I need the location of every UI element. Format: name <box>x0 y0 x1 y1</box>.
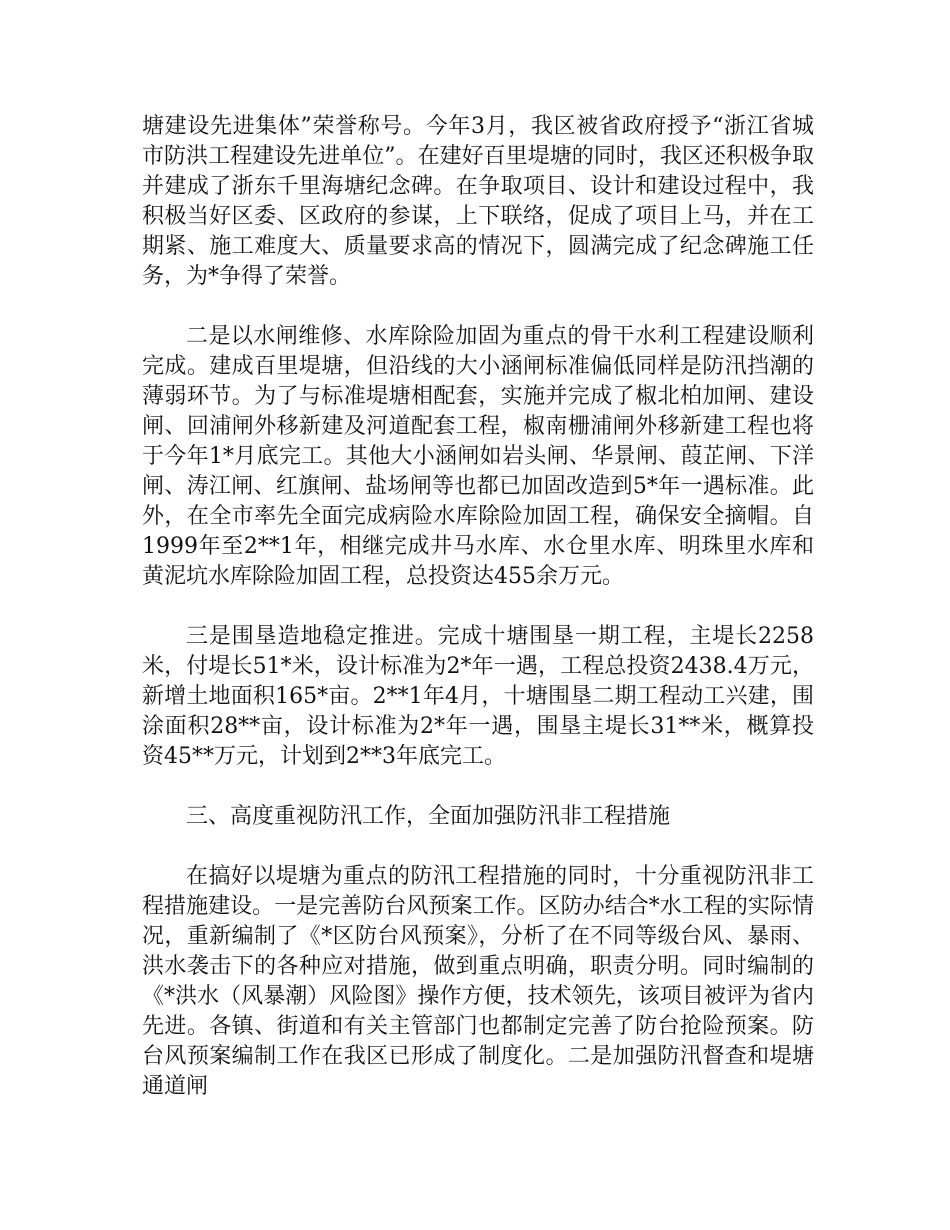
section-heading: 三、高度重视防汛工作，全面加强防汛非工程措施 <box>186 804 671 829</box>
document-page <box>142 112 814 1132</box>
paragraph-non-engineering-measures: 在搞好以堤塘为重点的防汛工程措施的同时，十分重视防汛非工程措施建设。一是完善防台风预案工作。区防办结合*水工程的实际情况，重新编制了《*区防台风预案》，分析了在不同等级台风、暴雨、洪水袭击下的各种应对措施，做到重点明确，职责分明。同时编制的《*洪水（风暴潮）风险图》操作方便，技术领先，该项目被评为省内先进。各镇、街道和有关主管部门也都制定完善了防台抢险预案。防台风预案编制工作在我区已形成了制度化。二是加强防汛督查和堤塘通道闸 <box>142 864 814 1099</box>
paragraph-reclamation: 三是围垦造地稳定推进。完成十塘围垦一期工程，主堤长2258米，付堤长51*米，设计标准为2*年一遇，工程总投资2438.4万元，新增土地面积165*亩。2**1年4月，十塘围垦二期工程动工兴建，围涂面积28**亩，设计标准为2*年一遇，围垦主堤长31**米，概算投资45**万元，计划到2**3年底完工。 <box>142 624 814 769</box>
paragraph-continuation: 塘建设先进集体”荣誉称号。今年3月，我区被省政府授予“浙江省城市防洪工程建设先进单位”。在建好百里堤塘的同时，我区还积极争取并建成了浙东千里海塘纪念碑。在争取项目、设计和建设过程中，我积极当好区委、区政府的参谋，上下联络，促成了项目上马，并在工期紧、施工难度大、质量要求高的情况下，圆满完成了纪念碑施工任务，为*争得了荣誉。 <box>142 114 814 289</box>
paragraph-sluice-reservoir: 二是以水闸维修、水库除险加固为重点的骨干水利工程建设顺利完成。建成百里堤塘，但沿线的大小涵闸标准偏低同样是防汛挡潮的薄弱环节。为了与标准堤塘相配套，实施并完成了椒北柏加闸、建设闸、回浦闸外移新建及河道配套工程，椒南栅浦闸外移新建工程也将于今年1*月底完工。其他大小涵闸如岩头闸、华景闸、葭芷闸、下洋闸、涛江闸、红旗闸、盐场闸等也都已加固改造到5*年一遇标准。此外，在全市率先全面完成病险水库除险加固工程，确保安全摘帽。自1999年至2**1年，相继完成井马水库、水仓里水库、明珠里水库和黄泥坑水库除险加固工程，总投资达455余万元。 <box>142 324 814 589</box>
